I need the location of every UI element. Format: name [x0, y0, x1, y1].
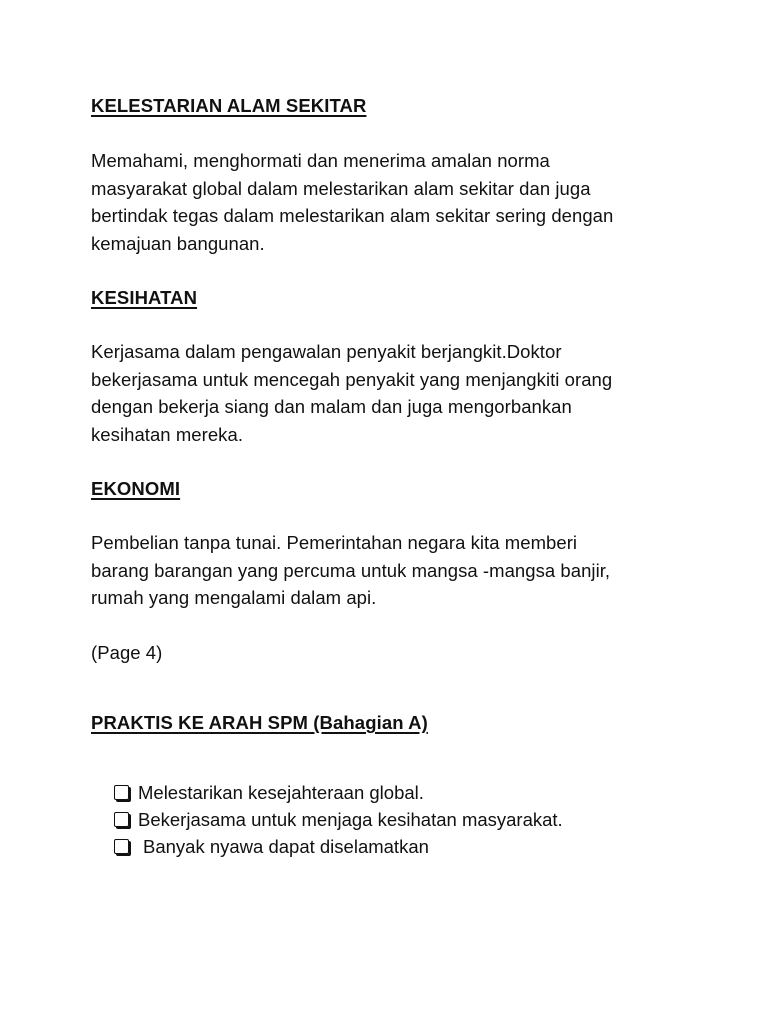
paragraph-line: kemajuan bangunan.: [91, 232, 265, 254]
practice-heading: PRAKTIS KE ARAH SPM (Bahagian A): [91, 712, 428, 733]
page-reference: (Page 4): [91, 641, 163, 663]
checklist-item: [113, 833, 691, 860]
paragraph-line: masyarakat global dalam melestarikan alam sekitar dan juga: [91, 177, 591, 199]
checklist-item-label: Melestarikan kesejahteraan global.: [138, 782, 424, 803]
practice-checklist: [113, 779, 691, 860]
section-paragraph-kesihatan: [91, 338, 691, 448]
checkbox-icon: [114, 812, 129, 827]
checkbox-icon: [114, 839, 129, 854]
document-page: [91, 92, 691, 860]
paragraph-line: rumah yang mengalami dalam api.: [91, 587, 377, 608]
checklist-item: [113, 806, 691, 833]
paragraph-line: kesihatan mereka.: [91, 423, 244, 445]
checkbox-icon: [114, 785, 129, 800]
checklist-item-label: Banyak nyawa dapat diselamatkan: [143, 836, 429, 857]
section-paragraph-kelestarian: [91, 147, 691, 257]
section-heading-ekonomi: EKONOMI: [91, 478, 181, 499]
paragraph-line: Memahami, menghormati dan menerima amalan norma: [91, 150, 550, 171]
paragraph-line: bertindak tegas dalam melestarikan alam sekitar sering dengan: [91, 205, 614, 226]
paragraph-line: barang barangan yang percuma untuk mangsa -mangsa banjir,: [91, 559, 611, 581]
paragraph-line: Kerjasama dalam pengawalan penyakit berjangkit.Doktor: [91, 341, 562, 362]
paragraph-line: Pembelian tanpa tunai. Pemerintahan negara kita memberi: [91, 532, 578, 553]
section-heading-kesihatan: KESIHATAN: [91, 287, 198, 308]
section-paragraph-ekonomi: [91, 529, 691, 612]
checklist-item-label: Bekerjasama untuk menjaga kesihatan masyarakat.: [138, 809, 563, 830]
checklist-item: [113, 779, 691, 806]
section-heading-kelestarian: KELESTARIAN ALAM SEKITAR: [91, 95, 367, 116]
paragraph-line: dengan bekerja siang dan malam dan juga mengorbankan: [91, 396, 572, 417]
paragraph-line: bekerjasama untuk mencegah penyakit yang menjangkiti orang: [91, 368, 613, 390]
